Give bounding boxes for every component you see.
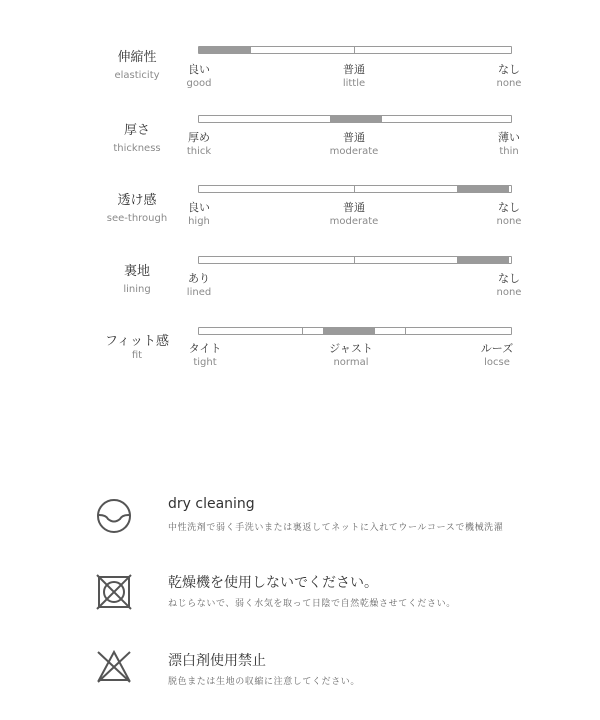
scale-bar — [198, 115, 512, 123]
scale-label-right: ルーズ locse — [480, 342, 514, 368]
care-title: 乾燥機を使用しないでください。 — [168, 575, 378, 591]
scale-label-right: なし none — [496, 63, 522, 89]
no-bleach-icon — [96, 648, 132, 684]
attribute-name-en: elasticity — [114, 70, 160, 81]
scale-label-left: 厚め thick — [186, 131, 212, 157]
attribute-name-en: thickness — [113, 143, 161, 154]
scale-label-mid: 普通 little — [342, 63, 366, 89]
scale-label-left: タイト tight — [188, 342, 222, 368]
attribute-row-lining — [0, 260, 600, 324]
attribute-name: 裏地 — [123, 264, 150, 279]
scale-tick — [354, 186, 355, 192]
care-description: ねじらないで、弱く水気を取って日陰で自然乾燥させてください。 — [168, 599, 456, 609]
scale-label-right: なし none — [496, 201, 522, 227]
attribute-row-see-through — [0, 189, 600, 253]
attribute-name: 厚さ — [123, 123, 150, 138]
scale-label-right: 薄い thin — [498, 131, 520, 157]
scale-indicator — [199, 47, 251, 53]
scale-label-left: 良い good — [186, 63, 212, 89]
scale-bar — [198, 46, 512, 54]
attribute-name: 透け感 — [117, 193, 157, 208]
care-description: 脱色または生地の収縮に注意してください。 — [168, 677, 361, 687]
scale-tick — [354, 257, 355, 263]
attribute-name: フィット感 — [105, 334, 169, 349]
scale-label-left: あり lined — [186, 272, 212, 298]
scale-indicator — [457, 186, 509, 192]
scale-label-mid: 普通 moderate — [329, 131, 379, 157]
attribute-row-fit — [0, 330, 600, 394]
scale-indicator — [457, 257, 509, 263]
scale-bar — [198, 256, 512, 264]
scale-label-mid: 普通 moderate — [329, 201, 379, 227]
scale-tick — [405, 328, 406, 334]
no-tumble-dry-icon — [96, 574, 132, 610]
attribute-name-en: see-through — [106, 213, 168, 224]
scale-label-mid: ジャスト normal — [329, 342, 373, 368]
attribute-name-en: lining — [123, 284, 151, 295]
care-description: 中性洗剤で弱く手洗いまたは裏返してネットに入れてウールコースで機械洗濯 — [168, 523, 504, 533]
scale-label-right: なし none — [496, 272, 522, 298]
scale-indicator — [323, 328, 375, 334]
scale-indicator — [330, 116, 382, 122]
scale-bar — [198, 327, 512, 335]
scale-tick — [354, 47, 355, 53]
scale-tick — [302, 328, 303, 334]
care-title: 漂白剤使用禁止 — [168, 653, 266, 669]
dry-cleaning-icon — [96, 498, 132, 534]
attribute-row-thickness — [0, 119, 600, 183]
scale-bar — [198, 185, 512, 193]
care-title: dry cleaning — [168, 496, 255, 512]
attribute-name-en: fit — [131, 350, 143, 361]
attribute-name: 伸縮性 — [117, 50, 157, 65]
scale-label-left: 良い high — [188, 201, 210, 227]
attribute-row-elasticity — [0, 46, 600, 110]
